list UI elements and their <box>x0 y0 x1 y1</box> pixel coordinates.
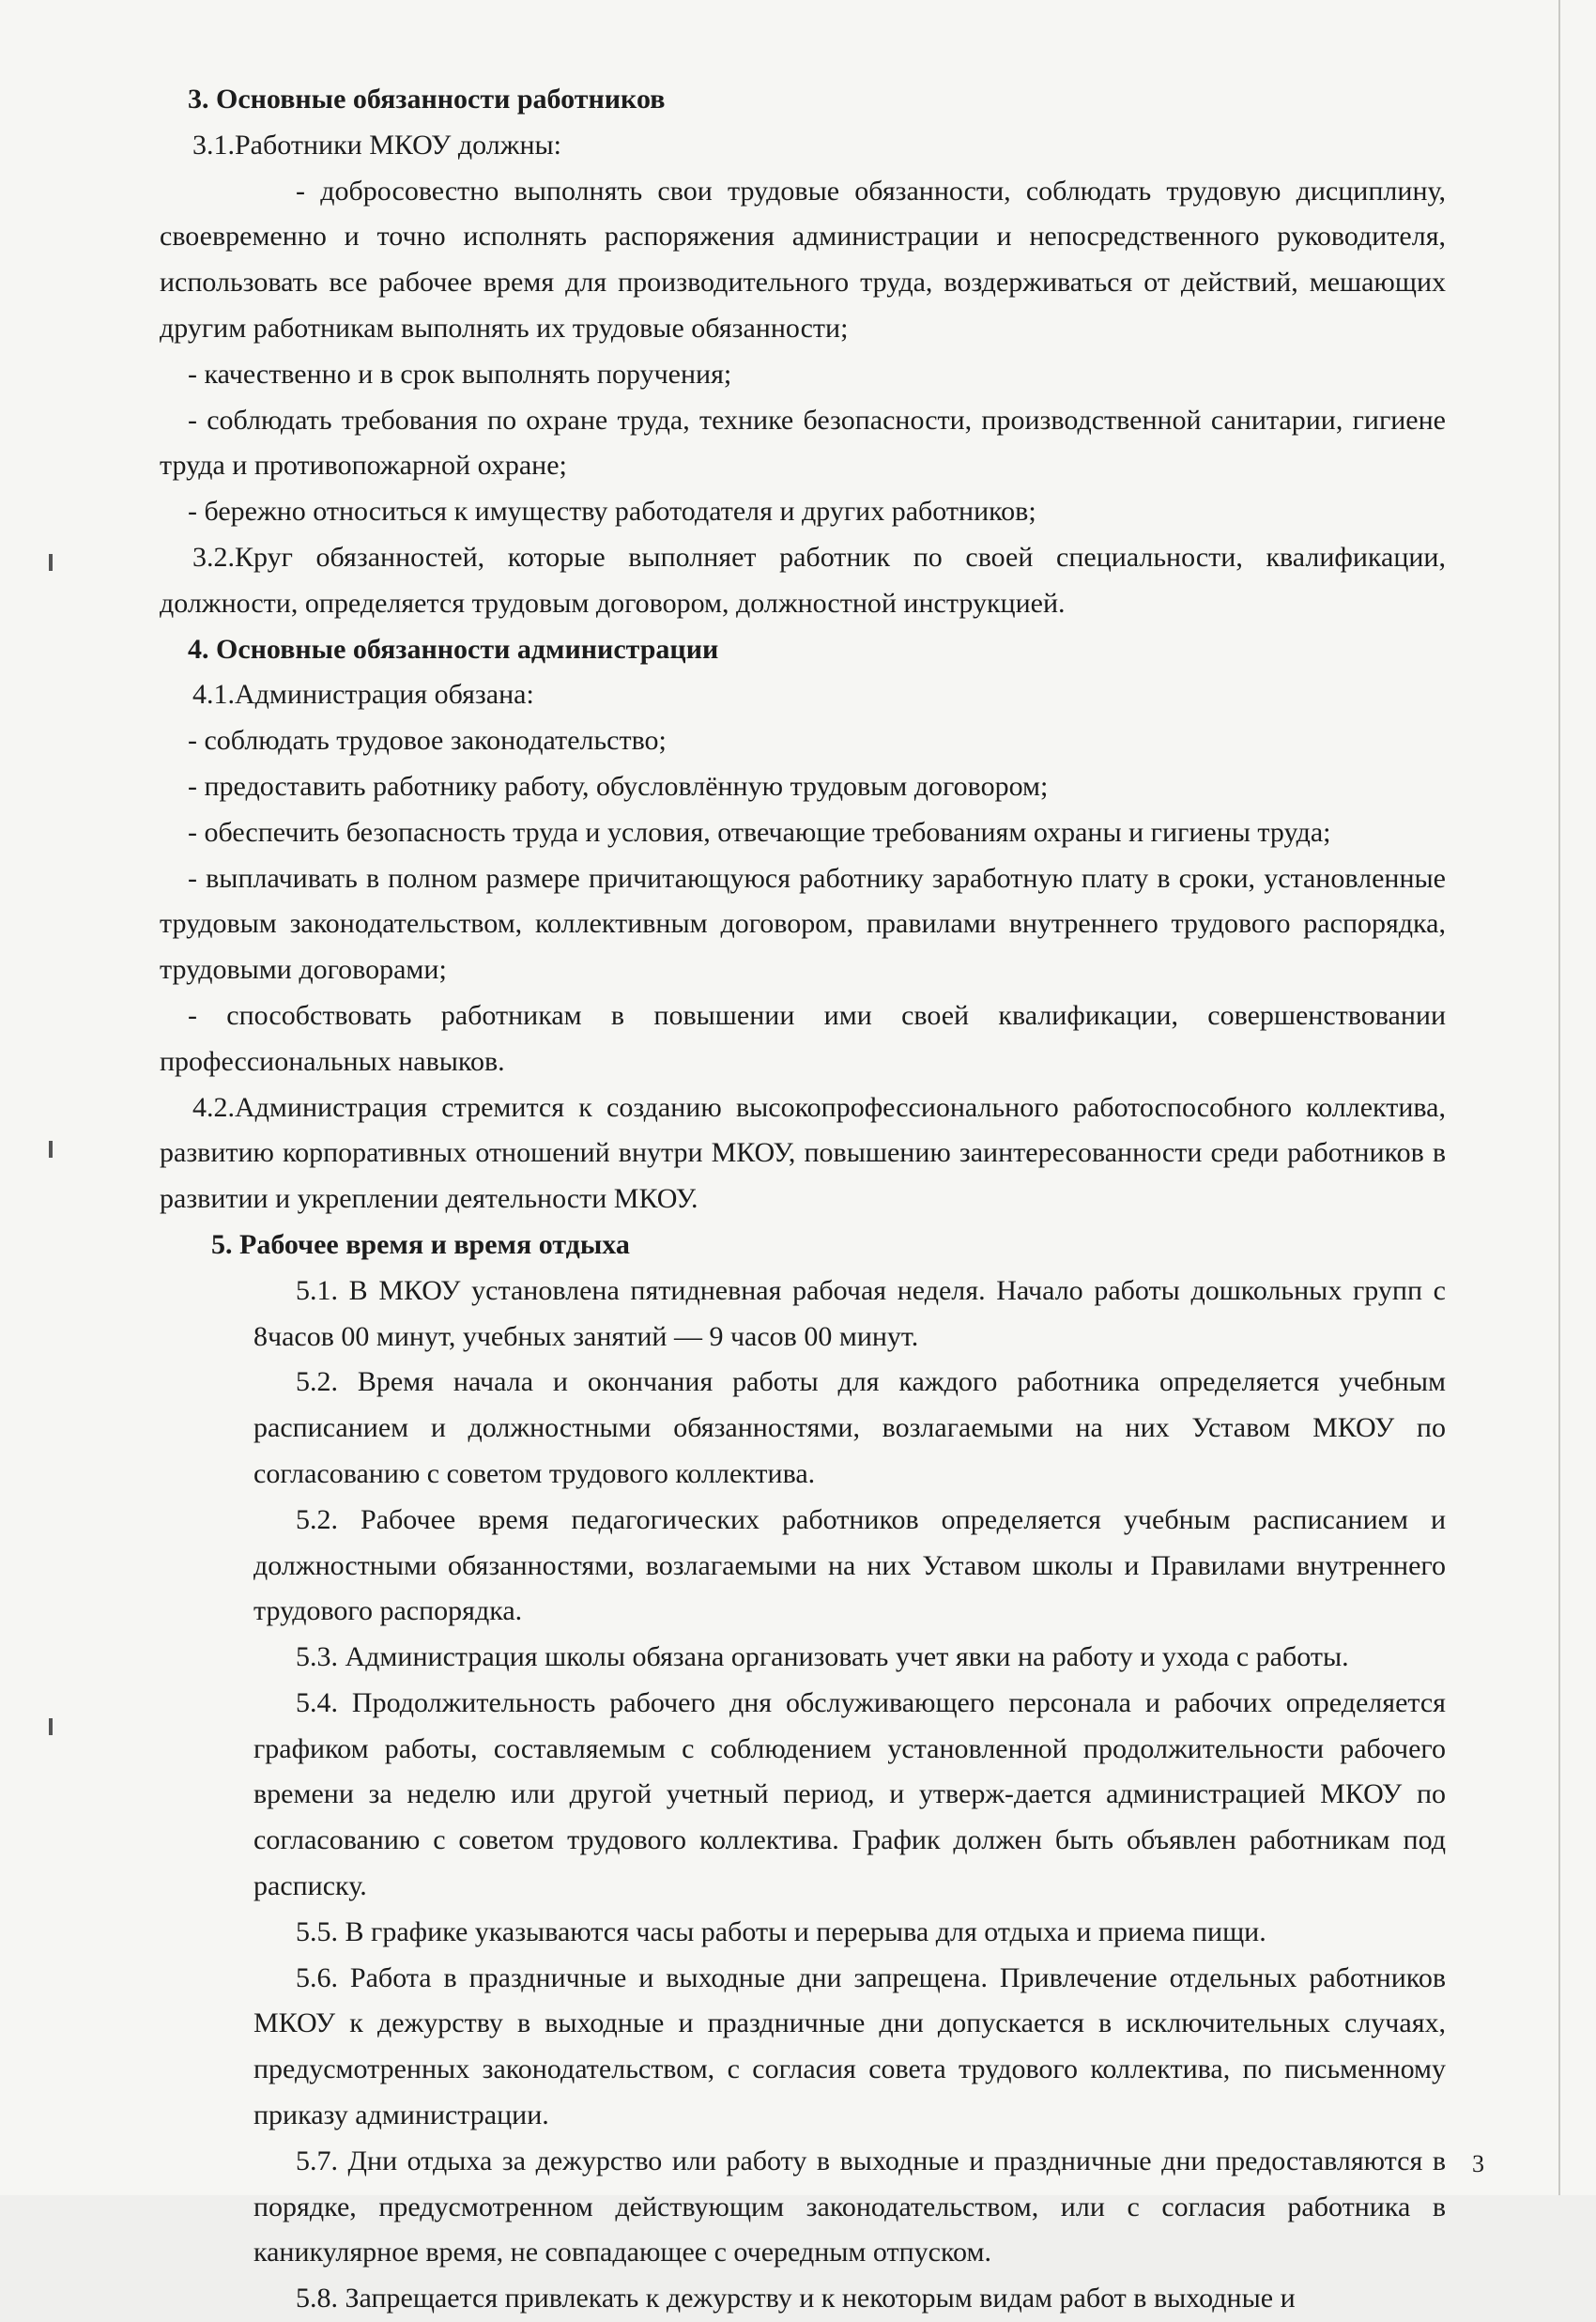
paragraph: 4.1.Администрация обязана: <box>192 679 534 711</box>
page-edge <box>1558 0 1560 2195</box>
paragraph: - соблюдать требования по охране труда, технике безопасности, производственной санитарии, гигиене труда и противопожарной охране; <box>160 404 1446 482</box>
paragraph: 4.2.Администрация стремится к созданию высокопрофессионального работоспособного коллектива, развитию корпоративных отношений внутри МКОУ, повышению заинтересованности среди работников в развитии и укреплении деятельности МКОУ. <box>160 1091 1446 1215</box>
paragraph: 5.3. Администрация школы обязана организовать учет явки на работу и ухода с работы. <box>296 1641 1349 1673</box>
paragraph: - способствовать работникам в повышении ими своей квалификации, совершенствовании профессиональных навыков. <box>160 999 1446 1077</box>
paragraph: 3.1.Работники МКОУ должны: <box>192 129 561 161</box>
paragraph: - качественно и в срок выполнять поручения; <box>188 358 732 390</box>
binding-mark <box>49 1718 53 1735</box>
paragraph: - бережно относиться к имуществу работодателя и других работников; <box>188 496 1036 528</box>
paragraph: - обеспечить безопасность труда и условия, отвечающие требованиям охраны и гигиены труда; <box>188 816 1331 848</box>
binding-mark <box>49 554 53 571</box>
paragraph: 5.1. В МКОУ установлена пятидневная рабочая неделя. Начало работы дошкольных групп с 8часов 00 минут, учебных занятий — 9 часов 00 минут. <box>253 1274 1446 1352</box>
section-heading: 5. Рабочее время и время отдыха <box>211 1228 630 1260</box>
paragraph: 5.2. Рабочее время педагогических работников определяется учебным расписанием и должностными обязанностями, возлагаемыми на них Уставом школы и Правилами внутреннего трудового распорядка. <box>253 1503 1446 1627</box>
paragraph: 5.6. Работа в праздничные и выходные дни запрещена. Привлечение отдельных работников МКОУ к дежурству в выходные и праздничные дни допускается в исключительных случаях, предусмотренных законодательством, с согласия совета трудового коллектива, по письменному приказу администрации. <box>253 1961 1446 2131</box>
document-body <box>160 77 1446 2322</box>
page-number: 3 <box>1472 2150 1484 2177</box>
section-heading: 4. Основные обязанности администрации <box>188 633 719 665</box>
section-heading: 3. Основные обязанности работников <box>188 84 666 115</box>
paragraph: - предоставить работнику работу, обусловлённую трудовым договором; <box>188 770 1049 802</box>
paragraph: - добросовестно выполнять свои трудовые обязанности, соблюдать трудовую дисциплину, своевременно и точно исполнять распоряжения администрации и непосредственного руководителя, использовать все рабочее время для производительного труда, воздерживаться от действий, мешающих другим работникам выполнять их трудовые обязанности; <box>160 175 1446 344</box>
paragraph: 3.2.Круг обязанностей, которые выполняет работник по своей специальности, квалификации, должности, определяется трудовым договором, должностной инструкцией. <box>160 541 1446 619</box>
paragraph: - выплачивать в полном размере причитающуюся работнику заработную плату в сроки, установленные трудовым законодательством, коллективным договором, правилами внутреннего трудового распорядка, трудовыми договорами; <box>160 862 1446 986</box>
paragraph: - соблюдать трудовое законодательство; <box>188 725 667 757</box>
paragraph: 5.8. Запрещается привлекать к дежурству и к некоторым видам работ в выходные и <box>296 2283 1296 2314</box>
paragraph: 5.4. Продолжительность рабочего дня обслуживающего персонала и рабочих определяется графиком работы, составляемым с соблюдением установленной продолжительности рабочего времени за неделю или другой учетный период, и утверж-дается администрацией МКОУ по согласованию с советом трудового коллектива. График должен быть объявлен работникам под расписку. <box>253 1686 1446 1902</box>
paragraph: 5.2. Время начала и окончания работы для каждого работника определяется учебным расписанием и должностными обязанностями, возлагаемыми на них Уставом МКОУ по согласованию с советом трудового коллектива. <box>253 1366 1446 1489</box>
paragraph: 5.5. В графике указываются часы работы и перерыва для отдыха и приема пищи. <box>296 1915 1266 1947</box>
binding-mark <box>49 1141 53 1158</box>
paragraph: 5.7. Дни отдыха за дежурство или работу в выходные и праздничные дни предоставляются в порядке, предусмотренном действующим законодательством, или с согласия работника в каникулярное время, не совпадающее с очередным отпуском. <box>253 2145 1446 2268</box>
